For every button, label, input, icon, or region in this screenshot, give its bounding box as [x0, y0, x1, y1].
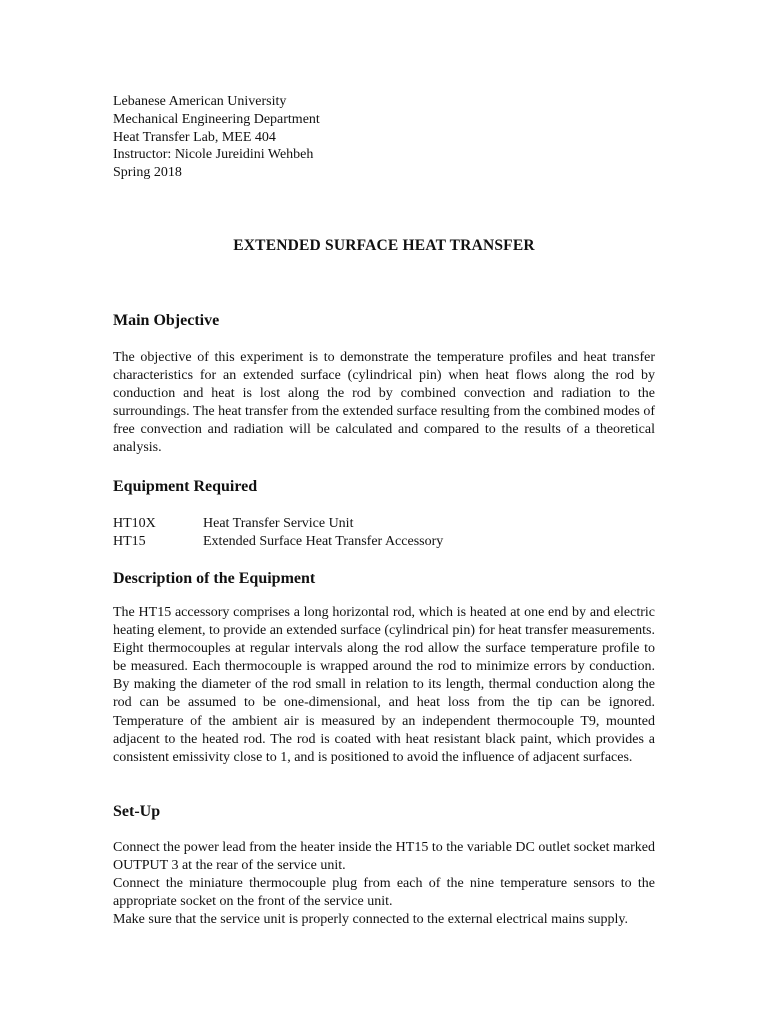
header-term: Spring 2018	[113, 165, 182, 181]
header-course: Heat Transfer Lab, MEE 404	[113, 129, 276, 145]
objective-text: The objective of this experiment is to demonstrate the temperature profiles and heat transfer characteristics for an extended surface (cylindrical pin) when heat flows along the rod by conduction and heat is lost along the rod by combined convection and radiation to the surroundings. The heat transfer from the extended surface resulting from the combined modes of free convection and radiation will be calculated and compared to the results of a theoretical analysis.	[113, 350, 655, 456]
equipment-code: HT10X	[113, 516, 156, 531]
setup-step-3: Make sure that the service unit is properly connected to the external electrical mains supply.	[113, 912, 628, 927]
setup-heading: Set-Up	[113, 803, 161, 820]
description-heading: Description of the Equipment	[113, 570, 316, 587]
setup-step-2: Connect the miniature thermocouple plug from each of the nine temperature sensors to the appropriate socket on the front of the service unit.	[113, 876, 655, 910]
equipment-item	[113, 533, 443, 551]
equipment-name: Extended Surface Heat Transfer Accessory	[203, 534, 444, 550]
equipment-list	[113, 515, 443, 551]
equipment-heading: Equipment Required	[113, 478, 258, 495]
header-department: Mechanical Engineering Department	[113, 111, 320, 127]
equipment-name: Heat Transfer Service Unit	[203, 516, 354, 531]
objective-heading: Main Objective	[113, 312, 220, 329]
header-instructor: Instructor: Nicole Jureidini Wehbeh	[113, 147, 314, 163]
equipment-item	[113, 515, 443, 533]
document-header	[113, 93, 320, 182]
equipment-code: HT15	[113, 534, 146, 550]
description-text: The HT15 accessory comprises a long horizontal rod, which is heated at one end by and electric heating element, to provide an extended surface (cylindrical pin) for heat transfer measurements. Eight thermocouples at regular intervals along the rod allow the surface temperature profile to be measured. Each thermocouple is wrapped around the rod to minimize errors by conduction. By making the diameter of the rod small in relation to its length, thermal conduction along the rod can be assumed to be one-dimensional, and heat loss from the tip can be ignored. Temperature of the ambient air is measured by an independent thermocouple T9, mounted adjacent to the heated rod. The rod is coated with heat resistant black paint, which provides a consistent emissivity close to 1, and is positioned to avoid the influence of adjacent surfaces.	[113, 605, 655, 765]
document-title: EXTENDED SURFACE HEAT TRANSFER	[233, 237, 535, 254]
header-university: Lebanese American University	[113, 94, 287, 109]
setup-step-1: Connect the power lead from the heater inside the HT15 to the variable DC outlet socket marked OUTPUT 3 at the rear of the service unit.	[113, 840, 655, 874]
